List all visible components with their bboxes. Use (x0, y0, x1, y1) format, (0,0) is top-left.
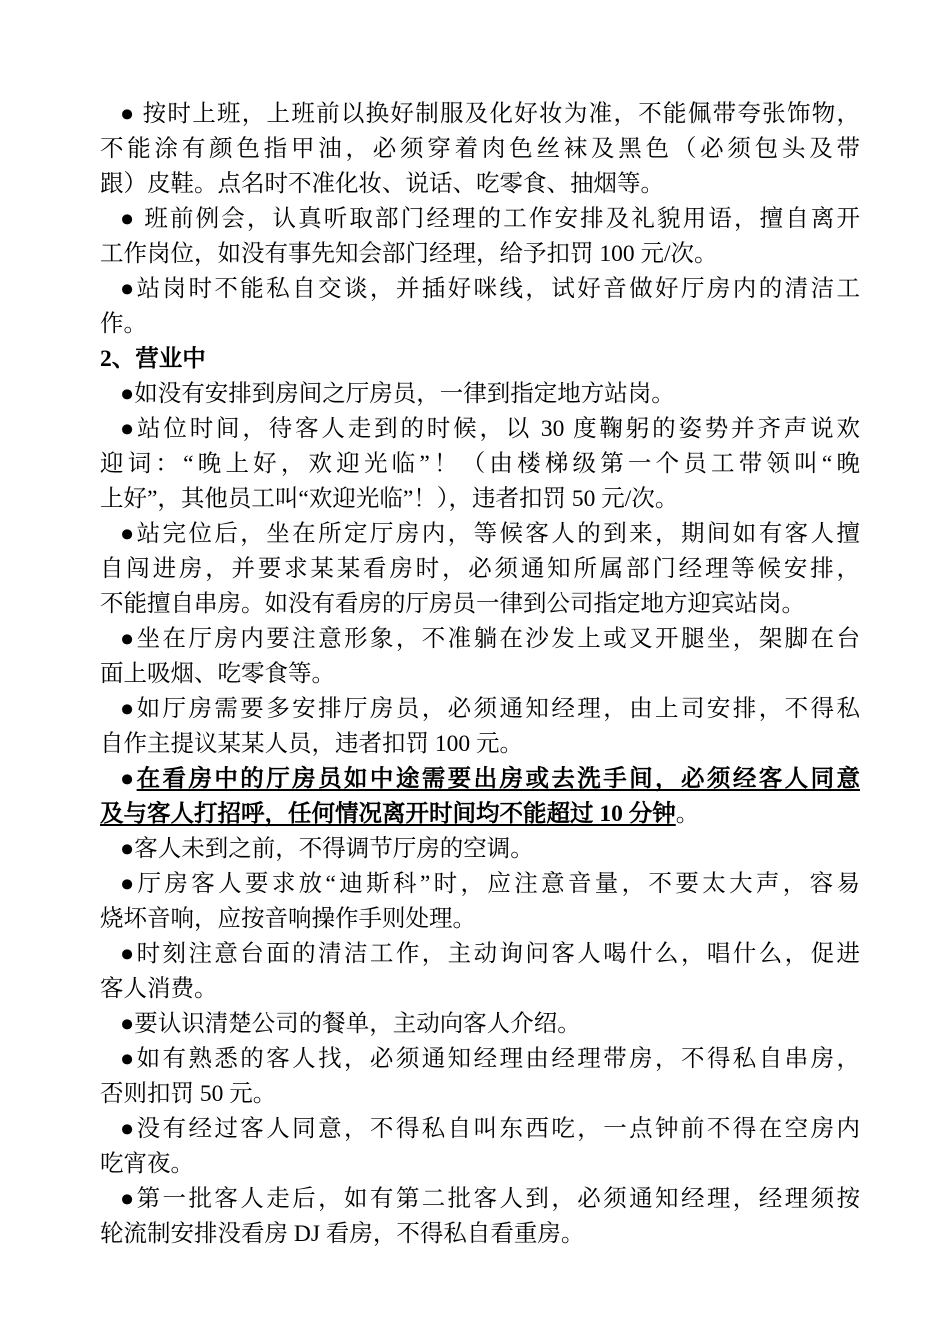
punctuation: 。 (675, 801, 700, 827)
text-line: 否则扣罚 50 元。 (100, 1081, 277, 1107)
text-line: 2、营业中 (100, 346, 206, 372)
text-line: ●站岗时不能私自交谈，并插好咪线，试好音做好厅房内的清洁工 (120, 276, 860, 302)
bullet-paragraph (100, 1182, 860, 1252)
emphasized-text: 及与客人打招呼，任何情况离开时间均不能超过 10 分钟 (100, 801, 676, 827)
text-line: 自作主提议某某人员，违者扣罚 100 元。 (100, 731, 523, 757)
text-line: ●时刻注意台面的清洁工作，主动询问客人喝什么，唱什么，促进 (120, 941, 860, 967)
text-line: ●客人未到之前，不得调节厅房的空调。 (120, 836, 534, 862)
bullet-paragraph (100, 272, 860, 342)
bullet-paragraph (100, 937, 860, 1007)
text-line (100, 762, 860, 797)
text-line: 作。 (100, 311, 147, 337)
text-line: ●如有熟悉的客人找，必须通知经理由经理带房，不得私自串房， (120, 1046, 860, 1072)
text-line: ●如厅房需要多安排厅房员，必须通知经理，由上司安排，不得私 (120, 696, 860, 722)
bullet-paragraph (100, 1042, 860, 1112)
bullet-paragraph (100, 202, 860, 272)
text-line: 自闯进房，并要求某某看房时，必须通知所属部门经理等候安排， (100, 556, 860, 582)
bullet-paragraph (100, 412, 860, 517)
bullet-mark: ● (120, 766, 137, 792)
text-line: 工作岗位，如没有事先知会部门经理，给予扣罚 100 元/次。 (100, 241, 718, 267)
text-line: ●厅房客人要求放“迪斯科”时，应注意音量，不要太大声，容易 (120, 871, 860, 897)
text-line: 客人消费。 (100, 976, 218, 1002)
text-line: ●站位时间，待客人走到的时候，以 30 度鞠躬的姿势并齐声说欢 (120, 416, 860, 442)
bullet-paragraph (100, 622, 860, 692)
text-line: ●第一批客人走后，如有第二批客人到，必须通知经理，经理须按 (120, 1186, 860, 1212)
text-line: 不能涂有颜色指甲油，必须穿着肉色丝袜及黑色（必须包头及带 (100, 136, 860, 162)
emphasized-text: 在看房中的厅房员如中途需要出房或去洗手间，必须经客人同意 (136, 766, 860, 792)
bullet-paragraph (100, 377, 860, 412)
section-heading (100, 342, 860, 377)
text-line: 不能擅自串房。如没有看房的厅房员一律到公司指定地方迎宾站岗。 (100, 591, 805, 617)
text-line: 面上吸烟、吃零食等。 (100, 661, 335, 687)
bullet-paragraph (100, 762, 860, 832)
bullet-paragraph (100, 1007, 860, 1042)
bullet-paragraph (100, 517, 860, 622)
document-body (100, 97, 860, 1252)
text-line (100, 797, 860, 832)
text-line: 吃宵夜。 (100, 1151, 194, 1177)
text-line: 跟）皮鞋。点名时不准化妆、说话、吃零食、抽烟等。 (100, 171, 664, 197)
text-line: ●要认识清楚公司的餐单，主动向客人介绍。 (120, 1011, 581, 1037)
text-line: ● 班前例会，认真听取部门经理的工作安排及礼貌用语，擅自离开 (120, 206, 860, 232)
text-line: ●坐在厅房内要注意形象，不准躺在沙发上或叉开腿坐，架脚在台 (120, 626, 860, 652)
text-line: 烧坏音响，应按音响操作手则处理。 (100, 906, 476, 932)
text-line: 迎词：“晚上好，欢迎光临”！（由楼梯级第一个员工带领叫“晚 (100, 451, 860, 477)
bullet-paragraph (100, 832, 860, 867)
text-line: 上好”，其他员工叫“欢迎光临”！），违者扣罚 50 元/次。 (100, 486, 679, 512)
text-line: ●没有经过客人同意，不得私自叫东西吃，一点钟前不得在空房内 (120, 1116, 860, 1142)
bullet-paragraph (100, 867, 860, 937)
text-line: 轮流制安排没看房 DJ 看房，不得私自看重房。 (100, 1221, 585, 1247)
bullet-paragraph (100, 692, 860, 762)
text-line: ● 按时上班，上班前以换好制服及化好妆为准，不能佩带夸张饰物， (120, 101, 860, 127)
text-line: ●站完位后，坐在所定厅房内，等候客人的到来，期间如有客人擅 (120, 521, 860, 547)
bullet-paragraph (100, 1112, 860, 1182)
bullet-paragraph (100, 97, 860, 202)
text-line: ●如没有安排到房间之厅房员，一律到指定地方站岗。 (120, 381, 675, 407)
